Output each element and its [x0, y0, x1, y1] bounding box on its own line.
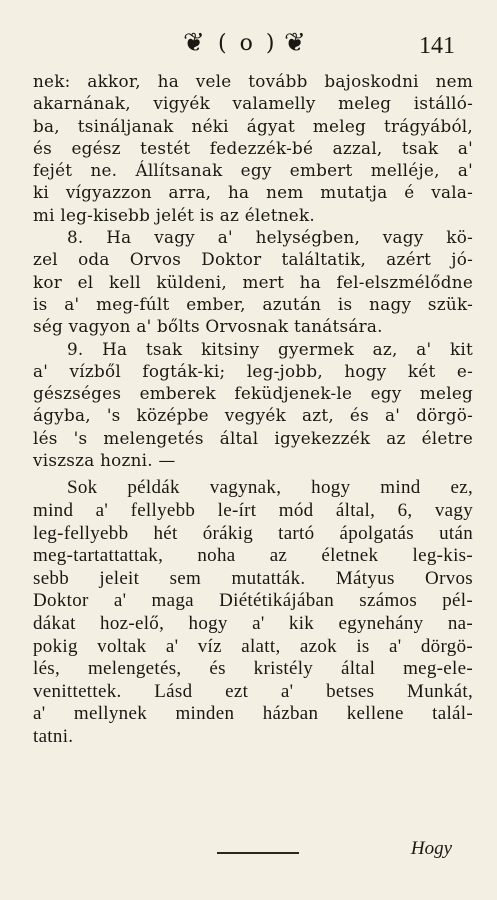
text-line: és egész testét fedezzék-bé azzal, tsak a'	[33, 137, 473, 158]
text-line: 9. Ha tsak kitsiny gyermek az, a' kit	[67, 338, 473, 359]
text-line: lés, melengetés, és kristély által meg-ele-	[33, 658, 473, 680]
text-line: is a' meg-fúlt ember, azután is nagy szük-	[33, 293, 473, 314]
text-line: leg-fellyebb hét órákig tartó ápolgatás után	[33, 522, 473, 544]
section-rule	[217, 852, 299, 854]
text-line: viszsza hozni. —	[33, 450, 176, 471]
text-line: fejét ne. Állítsanak egy embert melléje, a'	[33, 160, 473, 181]
text-line: sebb jeleit sem mutatták. Mátyus Orvos	[33, 567, 473, 589]
text-line: venittettek. Lásd ezt a' betses Munkát,	[33, 680, 473, 702]
text-line: Sok példák vagynak, hogy mind ez,	[67, 477, 473, 499]
paragraph-2	[33, 226, 473, 337]
text-line: gészséges emberek feküdjenek-le egy meleg	[33, 383, 473, 404]
text-line: ba, tsináljanak néki ágyat meleg trágyából,	[33, 115, 473, 136]
text-line: ágyba, 's középbe vegyék azt, és a' dörgö-	[33, 405, 473, 426]
page-number: 141	[419, 33, 455, 59]
text-line: ség vagyon a' bőlts Orvosnak tanátsára.	[33, 316, 383, 337]
body-text	[33, 70, 473, 748]
text-line: nek: akkor, ha vele tovább bajoskodni nem	[33, 71, 473, 91]
paragraph-1	[33, 70, 473, 226]
ornament-right-icon: ❦	[284, 28, 306, 58]
text-line: a' vízből fogták-ki; leg-jobb, hogy két e-	[33, 360, 473, 381]
text-line: 8. Ha vagy a' helységben, vagy kö-	[67, 227, 473, 248]
paragraph-4	[33, 477, 473, 748]
text-line: Doktor a' maga Diététikájában számos pél-	[33, 590, 473, 612]
text-line: mi leg-kisebb jelét is az életnek.	[33, 204, 315, 225]
text-line: lés 's melengetés által igyekezzék az életre	[33, 427, 473, 448]
text-line: a' mellynek minden házban kellene talál-	[33, 703, 473, 725]
paragraph-3	[33, 338, 473, 472]
text-line: zel oda Orvos Doktor találtatik, azért jó-	[33, 249, 473, 270]
text-line: tatni.	[33, 725, 74, 747]
text-line: mind a' fellyebb le-írt mód által, 6, vagy	[33, 499, 473, 521]
ornament-left-icon: ❦	[183, 28, 205, 58]
text-line: ki vígyazzon arra, ha nem mutatja é vala-	[33, 182, 473, 203]
text-line: meg-tartattattak, noha az életnek leg-kis-	[33, 545, 473, 567]
text-line: kor el kell küldeni, mert ha fel-elszmélődne	[33, 271, 473, 292]
text-line: dákat hoz-elő, hogy a' kik egynehány na-	[33, 612, 473, 634]
text-line: pokig voltak a' víz alatt, azok is a' dörgö-	[33, 635, 473, 657]
page-header	[0, 26, 497, 66]
catchword: Hogy	[410, 838, 452, 859]
text-line: akarnának, vigyék valamelly meleg istálló-	[33, 93, 473, 114]
header-signature: ( o )	[218, 31, 278, 56]
